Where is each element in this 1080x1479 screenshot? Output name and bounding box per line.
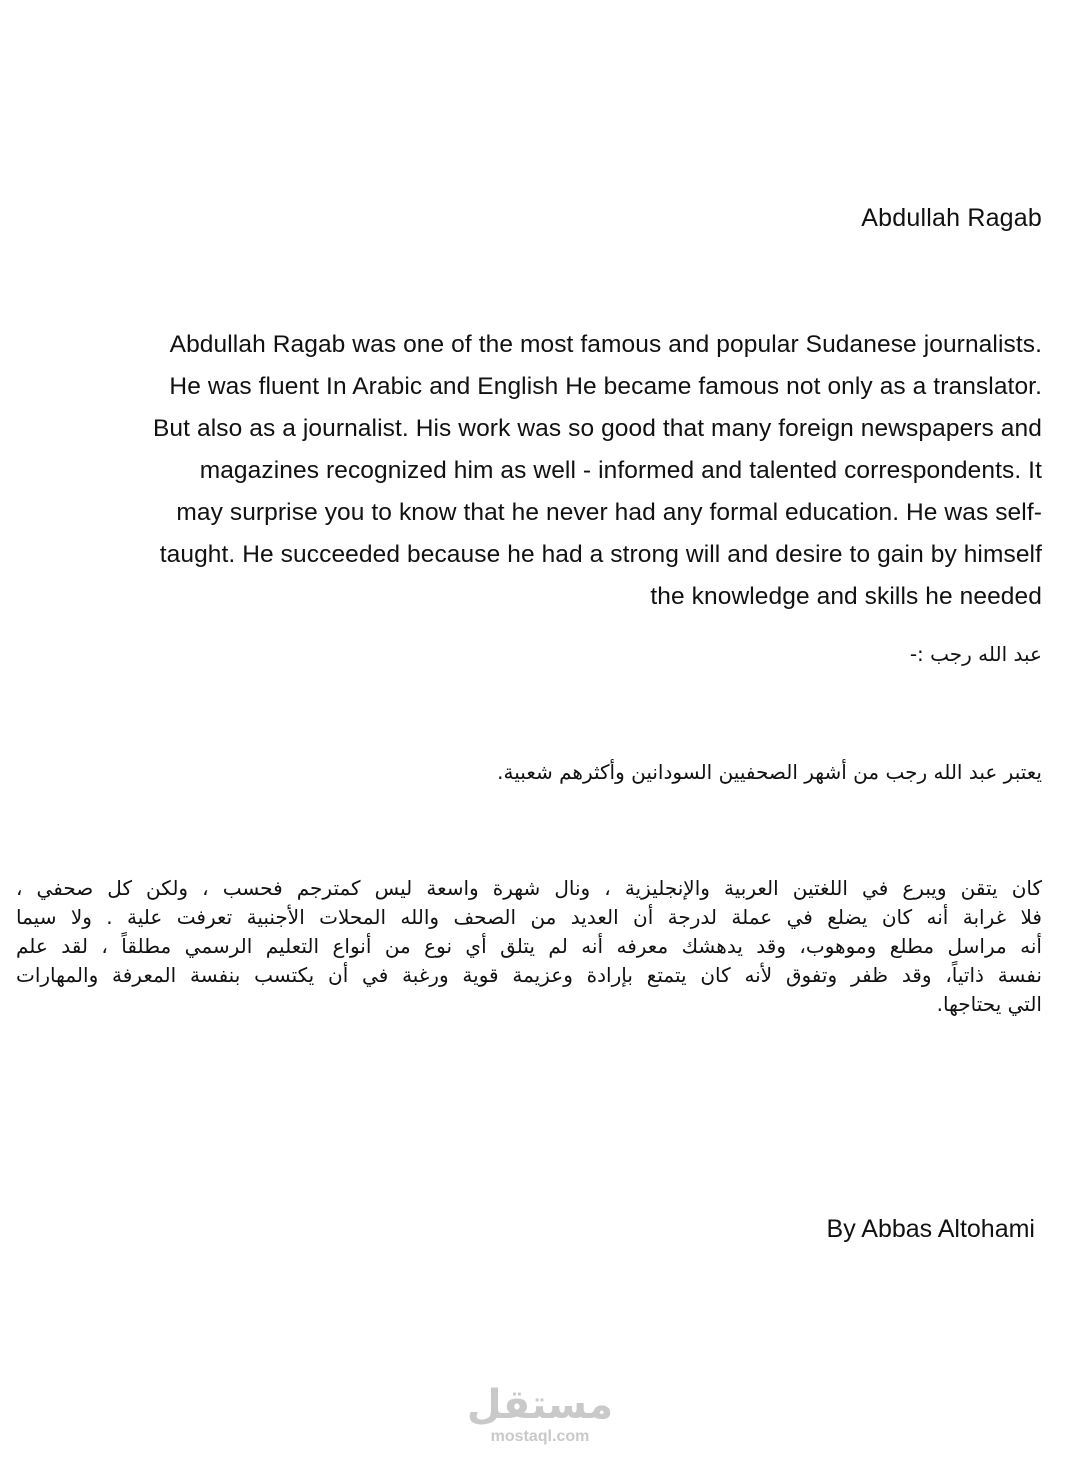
english-paragraph-line: magazines recognized him as well - informed and talented correspondents. It bbox=[199, 457, 1042, 484]
arabic-intro: يعتبر عبد الله رجب من أشهر الصحفيين السودانين وأكثرهم شعبية. bbox=[497, 760, 1042, 784]
english-paragraph bbox=[18, 324, 1042, 618]
arabic-paragraph-line: كان يتقن ويبرع في اللغتين العربية والإنجليزية ، ونال شهرة واسعة ليس كمترجم فحسب ، ولكن كل صحفي ، bbox=[16, 876, 1042, 900]
english-paragraph-line: taught. He succeeded because he had a strong will and desire to gain by himself bbox=[159, 541, 1042, 568]
document-title: Abdullah Ragab bbox=[861, 204, 1042, 232]
english-paragraph-line: He was fluent In Arabic and English He became famous not only as a translator. bbox=[169, 373, 1042, 400]
watermark-logo-text: مستقل bbox=[466, 1382, 614, 1428]
author-byline: By Abbas Altohami bbox=[826, 1215, 1035, 1243]
arabic-paragraph bbox=[16, 874, 1042, 1019]
arabic-paragraph-line: أنه مراسل مطلع وموهوب، وقد يدهشك معرفه أنه لم يتلق أي نوع من أنواع التعليم الرسمي مطلقاً ، لقد علم bbox=[16, 934, 1042, 958]
arabic-heading: عبد الله رجب :- bbox=[909, 642, 1042, 666]
english-paragraph-line: may surprise you to know that he never had any formal education. He was self- bbox=[176, 499, 1042, 526]
mostaql-watermark bbox=[450, 1382, 630, 1446]
english-paragraph-line: Abdullah Ragab was one of the most famous and popular Sudanese journalists. bbox=[169, 331, 1042, 358]
english-paragraph-line: the knowledge and skills he needed bbox=[650, 583, 1042, 610]
watermark-url: mostaql.com bbox=[490, 1428, 590, 1445]
arabic-paragraph-line: نفسة ذاتياً، وقد ظفر وتفوق لأنه كان يتمتع بإرادة وعزيمة قوية ورغبة في أن يكتسب بنفسة المعرفة والمهارات bbox=[16, 963, 1042, 987]
arabic-paragraph-line: فلا غرابة أنه كان يضلع في عملة لدرجة أن العديد من الصحف والله المحلات الأجنبية تعرفت علية . ولا سيما bbox=[16, 905, 1042, 929]
english-paragraph-line: But also as a journalist. His work was so good that many foreign newspapers and bbox=[152, 415, 1042, 442]
arabic-paragraph-line: التي يحتاجها. bbox=[936, 992, 1042, 1016]
